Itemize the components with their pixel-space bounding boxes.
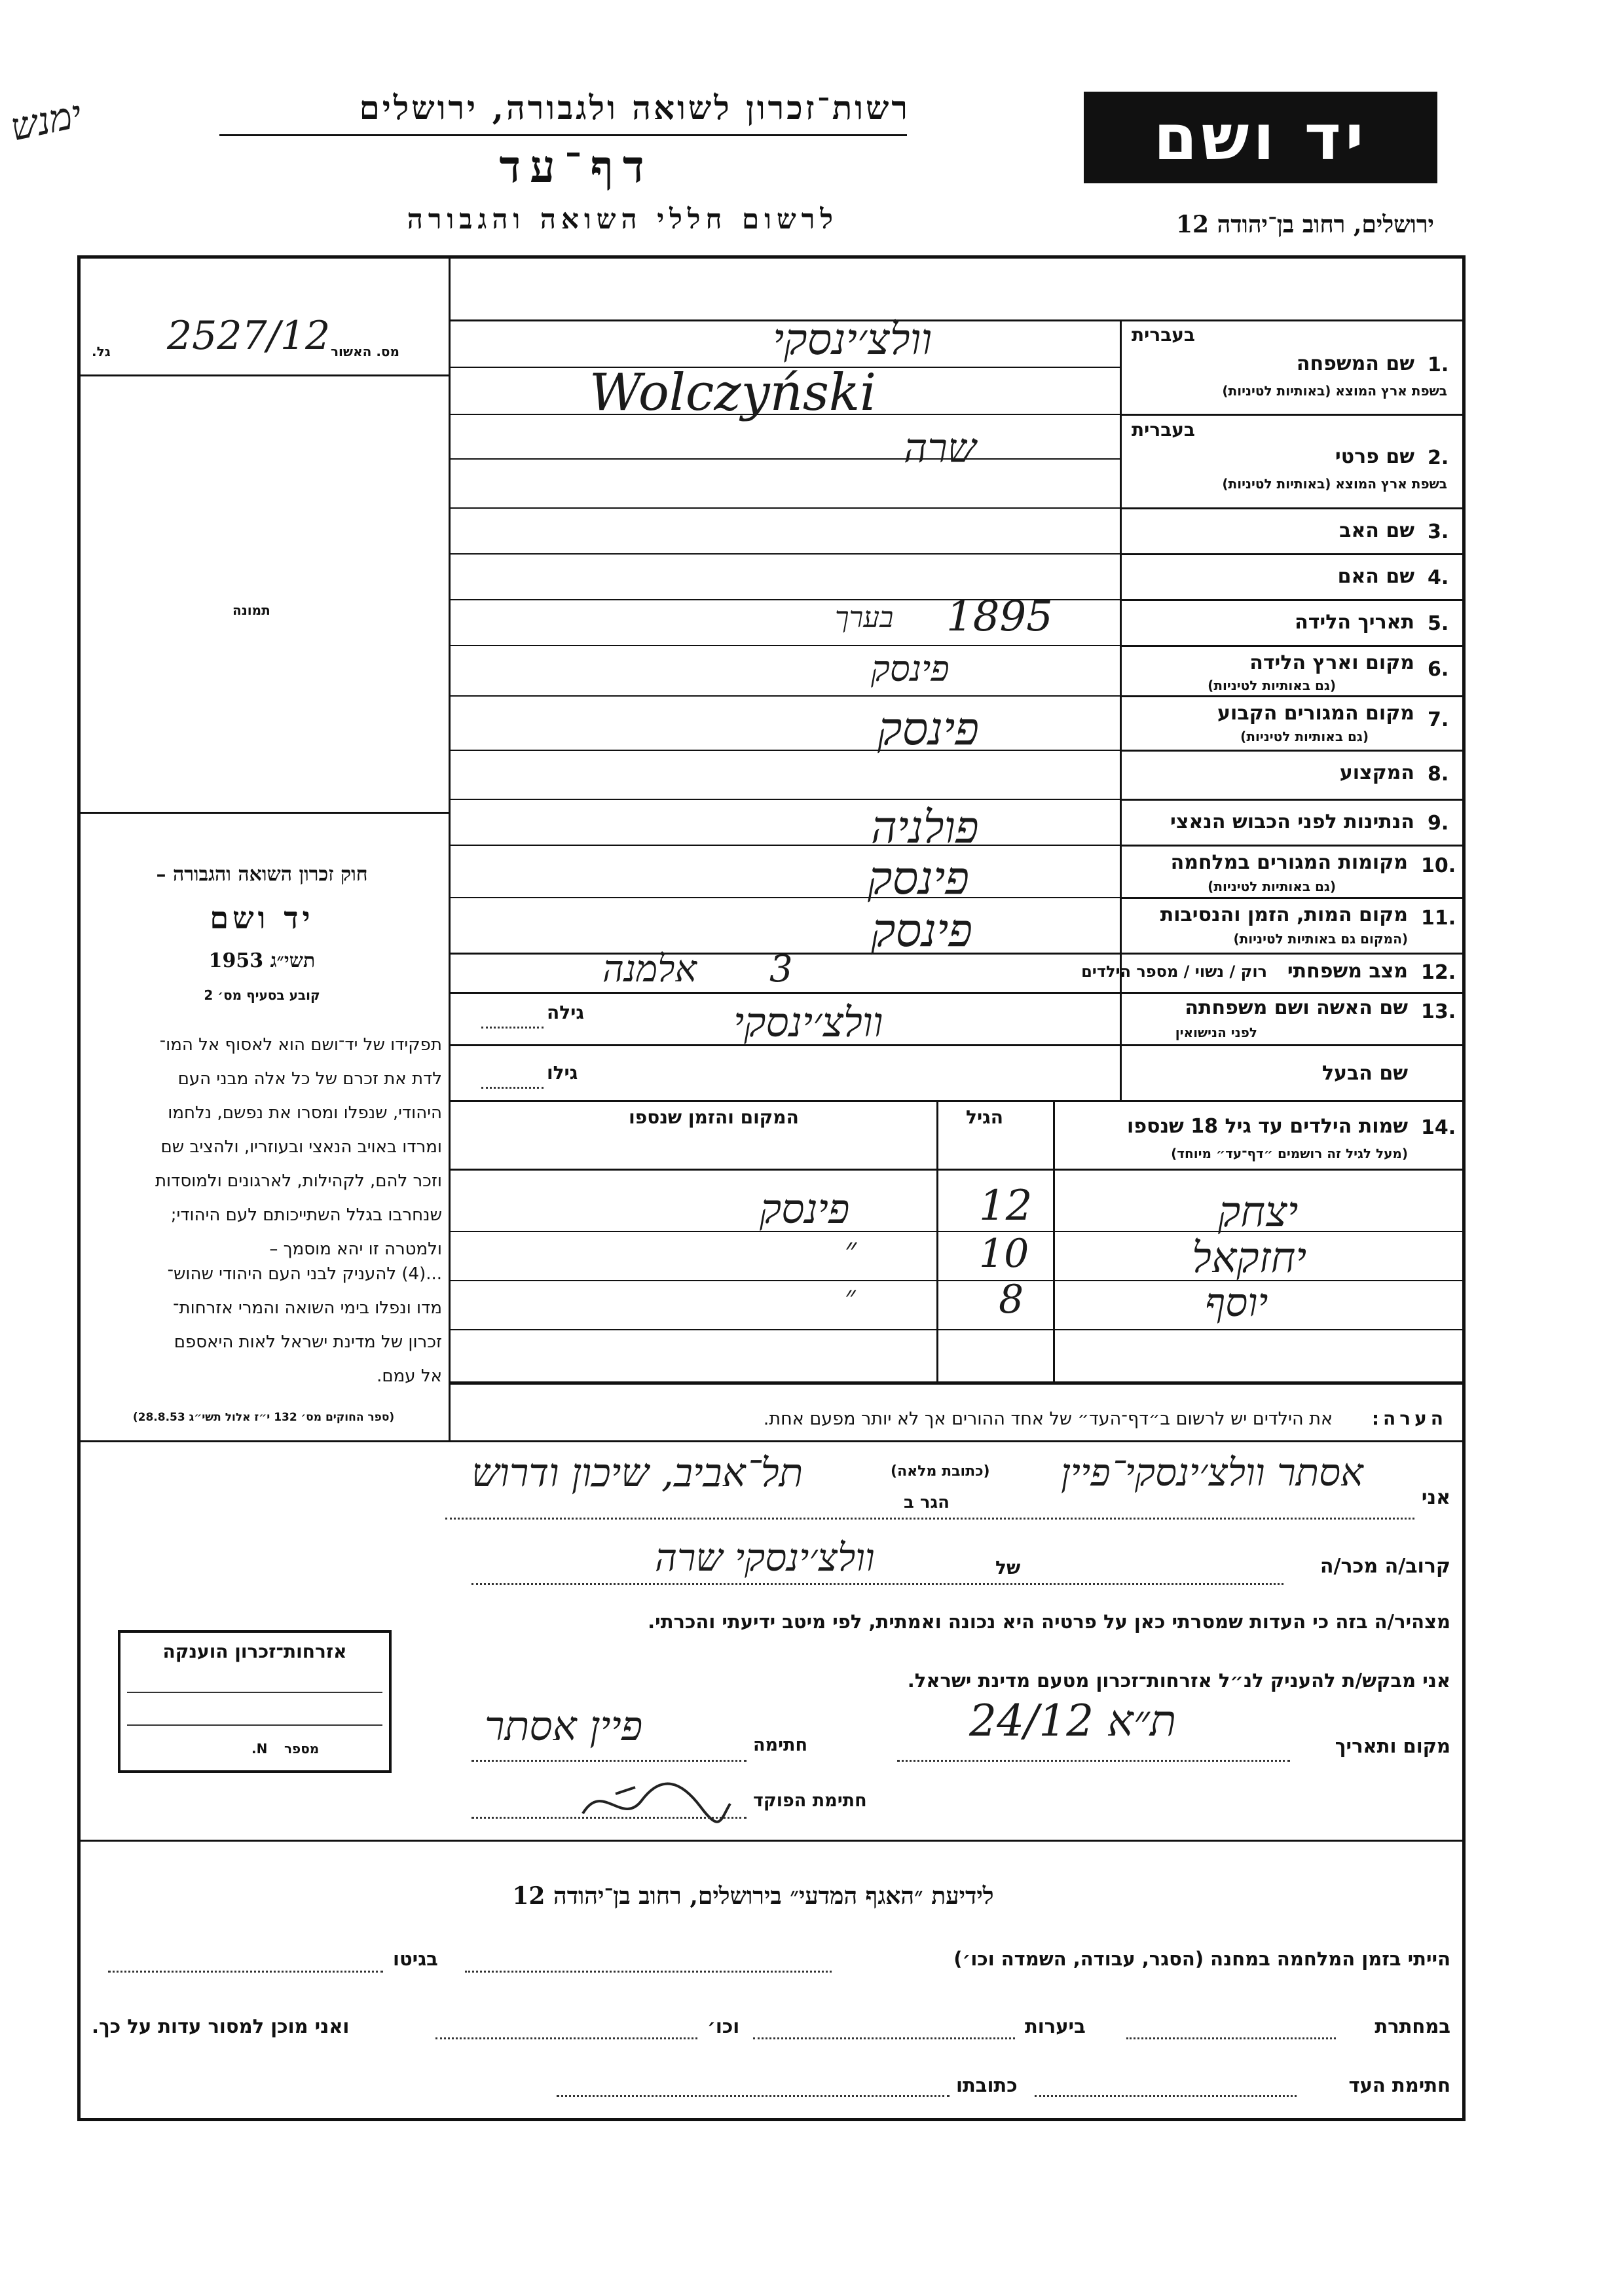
- children-header-line: [449, 1169, 1464, 1171]
- frame-top: [77, 255, 1466, 259]
- frame-bottom: [77, 2118, 1466, 2121]
- value-line: [449, 458, 1120, 460]
- value-line: [449, 695, 1120, 697]
- children-bottom-line: [449, 1381, 1464, 1385]
- declarant-relation-label: קרוב/ה מכר/ה: [1320, 1555, 1450, 1578]
- request-text: אני מבקש/ת להעניק לנ״ל אזרחות־זכרון מטעם מדינת ישראל.: [907, 1669, 1450, 1692]
- footer-address-label: כתובתו: [956, 2074, 1018, 2096]
- citizenship-box-title: אזרחות־זכרון הוענקה: [162, 1641, 347, 1662]
- children-row-line: [449, 1329, 1464, 1330]
- children-row-line: [449, 1280, 1464, 1281]
- field-7-value: פינסק: [877, 702, 980, 756]
- field-7-label: מקום המגורים הקבוע: [1217, 702, 1414, 725]
- law-citation: (ספר החוקים מס׳ 132 י״ז אלול תשי״ג 28.8.53): [132, 1411, 395, 1424]
- field-13-age-line: [481, 1027, 544, 1029]
- child-2-age: 10: [979, 1231, 1029, 1277]
- value-line: [449, 553, 1120, 555]
- field-9-value: פולניה: [871, 802, 979, 854]
- children-col-divider: [936, 1100, 938, 1385]
- field-13-value: וולצ׳ינסקי: [733, 998, 883, 1046]
- row-line: [449, 1100, 1464, 1102]
- field-12-sub-inline: רוק / נשוי / מספר הילדים: [1081, 962, 1267, 981]
- citizenship-box-number-label: מספר: [284, 1741, 320, 1757]
- law-year: תשי״ג 1953: [208, 949, 316, 972]
- row-line: [1120, 750, 1464, 752]
- left-col-line-2: [77, 812, 451, 814]
- child-2-name: יחזקאל: [1192, 1234, 1307, 1283]
- law-line: ...(4) להעניק לבני העם היהודי שהוש־: [167, 1264, 442, 1284]
- field-6-number: 6.: [1428, 658, 1449, 681]
- children-sub: (מעל לגיל זה רושמים ״דף־עד״ מיוחד): [1171, 1146, 1408, 1161]
- field-7-sub: (גם באותיות לטיניות): [1240, 729, 1369, 744]
- law-section: קובע בסעיף מס׳ 2: [204, 987, 320, 1003]
- footer-forests-line: [753, 2037, 1015, 2039]
- officer-line: [471, 1817, 747, 1819]
- field-5-label: תאריך הלידה: [1295, 611, 1414, 634]
- field-9-label: הנתינות לפני הכבוש הנאצי: [1170, 811, 1414, 833]
- row-line: [449, 992, 1464, 994]
- field-11-number: 11.: [1421, 907, 1456, 930]
- row-line: [1120, 845, 1464, 847]
- row-line: [1120, 799, 1464, 801]
- footer-etc-line: [435, 2037, 697, 2039]
- field-1-label: שם המשפחה: [1296, 352, 1414, 375]
- children-col-age: הגיל: [966, 1106, 1003, 1128]
- approval-number-value: 2527/12: [167, 313, 331, 359]
- row-line: [1120, 553, 1464, 555]
- row-line: [1120, 599, 1464, 601]
- law-line: שנחרבו בגלל השתייכותם לעם היהודי;: [170, 1205, 442, 1225]
- field-6-label: מקום וארץ הלידה: [1249, 651, 1414, 674]
- footer-address-line: [557, 2095, 950, 2097]
- citizenship-box-line: [127, 1724, 382, 1726]
- signature-line: [471, 1760, 747, 1762]
- footer-etc-label: וכו׳: [707, 2015, 740, 2037]
- value-line: [449, 799, 1120, 800]
- row-line: [1120, 695, 1464, 697]
- field-1-number: 1.: [1428, 354, 1449, 376]
- place-date-label: מקום ותאריך: [1335, 1735, 1450, 1757]
- field-13-number: 13.: [1421, 1000, 1456, 1023]
- field-5-value: 1895: [946, 592, 1053, 641]
- declarant-resides-label: הגר ב: [904, 1493, 950, 1512]
- field-1-value-hebrew: וולצ׳ינסקי: [773, 314, 932, 365]
- value-line: [449, 897, 1120, 898]
- declarant-i-label: אני: [1421, 1486, 1450, 1509]
- top-band-line: [449, 319, 1464, 321]
- footer-camp-label: הייתי בזמן המלחמה במחנה (הסגר, עבודה, השמדה וכו׳): [953, 1948, 1450, 1970]
- authority-underline: [219, 134, 907, 136]
- field-2-sub: בשפת ארץ המוצא (באותיות לטיניות): [1222, 476, 1447, 492]
- field-12-value: אלמנה: [602, 948, 697, 991]
- children-number: 14.: [1421, 1116, 1456, 1139]
- footer-underground-line: [1126, 2037, 1336, 2039]
- field-8-number: 8.: [1428, 763, 1449, 786]
- law-line: ולמטרה זו יהא מוסמך –: [269, 1239, 442, 1259]
- form-title: דף־עד: [499, 141, 654, 193]
- footer-title: לידיעת ״האגף המדעי״ בירושלים, רחוב בן־יהודה 12: [512, 1882, 994, 1910]
- field-1-hebrew-tag: בעברית: [1131, 324, 1195, 346]
- field-12-children-count: 3: [769, 948, 793, 991]
- declarant-name: אסתר וולצ׳ינסקי־פיין: [1061, 1450, 1363, 1495]
- child-3-place: ״: [845, 1280, 856, 1313]
- value-line: [449, 845, 1120, 846]
- logo-text: יד ושם: [1153, 101, 1368, 174]
- field-10-number: 10.: [1421, 854, 1456, 877]
- field-11-sub: (המקום גם באותיות לטיניות): [1233, 931, 1408, 947]
- left-column-divider: [449, 255, 451, 1440]
- place-date-line: [897, 1760, 1290, 1762]
- field-13-sub: לפני הנישואין: [1175, 1025, 1257, 1040]
- footer-underground-label: במחתרת: [1375, 2015, 1450, 2037]
- law-paragraph-1: [85, 1028, 442, 1266]
- field-6-sub: (גם באותיות לטיניות): [1208, 678, 1336, 693]
- child-2-place: ״: [845, 1231, 857, 1267]
- signature-value: פיין אסתר: [485, 1702, 643, 1750]
- law-line: ומרדו באויב הנאצי ובעוזריו, ולהציב שם: [160, 1137, 442, 1157]
- children-col-divider: [1053, 1100, 1055, 1385]
- field-1-value-latin: Wolczyński: [589, 363, 877, 422]
- child-1-age: 12: [979, 1182, 1033, 1230]
- approval-number-label: מס. האשור: [331, 344, 399, 359]
- row-line: [1120, 414, 1464, 416]
- footer-ghetto-line: [108, 1971, 383, 1973]
- field-13-label: שם האשה ושם משפחתה: [1185, 996, 1408, 1019]
- field-6-value: פינסק: [871, 648, 950, 689]
- relation-line: [471, 1583, 1283, 1585]
- value-line: [449, 645, 1120, 646]
- citizenship-box-number-prefix: .N: [251, 1741, 268, 1757]
- children-col-place: המקום והזמן שנספו: [629, 1106, 799, 1128]
- note-label: הערה:: [1371, 1408, 1447, 1429]
- citizenship-box: [118, 1630, 392, 1773]
- field-4-label: שם האם: [1337, 565, 1414, 588]
- field-12-label: מצב משפחתי: [1287, 960, 1408, 983]
- field-2-hebrew-tag: בעברית: [1131, 419, 1195, 441]
- officer-signature-icon: [576, 1768, 733, 1833]
- value-line: [449, 507, 1120, 509]
- husband-label: שם הבעל: [1321, 1062, 1408, 1085]
- footer-camp-line: [465, 1971, 832, 1973]
- husband-age-label: גילו: [547, 1062, 578, 1084]
- law-name: יד ושם: [210, 900, 314, 936]
- officer-label: חתימת הפוקד: [753, 1791, 867, 1811]
- field-12-number: 12.: [1421, 961, 1456, 984]
- field-3-label: שם האב: [1339, 519, 1414, 542]
- signature-label: חתימה: [753, 1735, 808, 1755]
- header-address: ירושלים, רחוב בן־יהודה 12: [1175, 211, 1434, 238]
- note-text: את הילדים יש לרשום ב״דף־העד״ של אחד ההורים אך לא יותר מפעם אחת.: [763, 1409, 1333, 1429]
- law-line: מדו ונפלו בימי השואה והמרי אזרחות־: [173, 1298, 442, 1318]
- field-8-label: המקצוע: [1339, 761, 1414, 784]
- field-2-number: 2.: [1428, 446, 1449, 469]
- form-subtitle: לרשום חללי השואה והגבורה: [407, 203, 838, 235]
- child-3-name: יוסף: [1205, 1280, 1268, 1326]
- sheet-label: גל.: [92, 344, 111, 359]
- field-10-label: מקומות המגורים במלחמה: [1170, 851, 1408, 874]
- label-column-divider: [1120, 319, 1122, 1100]
- footer-forests-label: ביערות: [1025, 2015, 1086, 2037]
- field-11-label: מקום המות, הזמן והנסיבות: [1160, 903, 1408, 926]
- field-10-value: פינסק: [868, 851, 970, 905]
- law-paragraph-2: [85, 1257, 442, 1393]
- row-line: [1120, 645, 1464, 647]
- row-line: [1120, 897, 1464, 899]
- value-line: [449, 750, 1120, 751]
- field-4-number: 4.: [1428, 566, 1449, 589]
- declarant-line: [445, 1518, 1414, 1520]
- field-5-number: 5.: [1428, 612, 1449, 635]
- authority-name: רשות־זכרון לשואה ולגבורה, ירושלים: [359, 88, 910, 127]
- law-line: אל עמם.: [377, 1366, 442, 1386]
- row-line: [1120, 507, 1464, 509]
- footer-ghetto-label: בגיטו: [393, 1948, 438, 1970]
- declaration-text: מצהיר/ה בזה כי העדות שמסרתי כאן על פרטיה היא נכונה ואמתית, לפי מיטב ידיעתי והכרתי.: [648, 1611, 1450, 1633]
- yad-vashem-logo: [1084, 92, 1437, 183]
- field-10-sub: (גם באותיות לטיניות): [1208, 879, 1336, 894]
- field-3-number: 3.: [1428, 520, 1449, 543]
- field-2-value: שרה: [904, 424, 976, 472]
- place-date-value: ת״א 24/12: [969, 1696, 1177, 1746]
- children-label: שמות הילדים עד גיל 18 שנספו: [1127, 1115, 1408, 1138]
- officer-signature-scribble: [576, 1768, 733, 1836]
- law-line: לדת את זכרם של כל אלה מבני העם: [177, 1069, 442, 1089]
- footer-witness-line: [1035, 2095, 1297, 2097]
- footer-witness-signature-label: חתימת העד: [1348, 2074, 1450, 2096]
- law-title: חוק זכרון השואה והגבורה –: [156, 863, 368, 886]
- law-line: היהודי, שנפלו ומסרו את נפשם, נלחמו: [168, 1103, 442, 1123]
- children-row-line: [449, 1231, 1464, 1232]
- law-line: תפקידו של יד־ושם הוא לאסוף אל המו־: [159, 1035, 442, 1055]
- footer-testify-label: ואני מוכן למסור עדות על כך.: [92, 2015, 350, 2037]
- margin-note-text: ימנש: [6, 91, 86, 150]
- law-line: זכרון של מדינת ישראל לאות היאספם: [174, 1332, 442, 1352]
- field-7-number: 7.: [1428, 708, 1449, 731]
- margin-note: [7, 79, 151, 183]
- declarant-relation-value: וולצ׳ינסקי שרה: [655, 1535, 875, 1580]
- left-col-line-1: [77, 374, 451, 376]
- field-9-number: 9.: [1428, 812, 1449, 835]
- field-5-value-extra: בערך: [835, 601, 894, 634]
- field-2-label: שם פרטי: [1335, 445, 1414, 468]
- declarant-address: תל־אביב, שיכון ודרוש: [471, 1450, 803, 1496]
- photo-label: תמונה: [232, 602, 270, 618]
- child-1-place: פינסק: [760, 1185, 850, 1233]
- child-3-age: 8: [999, 1277, 1024, 1322]
- field-13-age-label: גילה: [547, 1002, 584, 1023]
- field-1-sub: בשפת ארץ המוצא (באותיות לטיניות): [1222, 383, 1447, 399]
- law-line: וזכר להם, לקהילות, לארגונים ולמוסדות: [155, 1171, 442, 1191]
- citizenship-box-line: [127, 1692, 382, 1693]
- declarant-bottom-line: [77, 1840, 1466, 1842]
- declarant-address-hint: (כתובת מלאה): [891, 1463, 990, 1480]
- husband-age-line: [481, 1087, 544, 1089]
- note-bottom-line: [77, 1440, 1466, 1442]
- row-line: [449, 1044, 1464, 1046]
- field-11-value: פינסק: [871, 903, 973, 957]
- child-1-name: יצחק: [1218, 1188, 1299, 1237]
- declarant-of-label: של: [995, 1557, 1021, 1578]
